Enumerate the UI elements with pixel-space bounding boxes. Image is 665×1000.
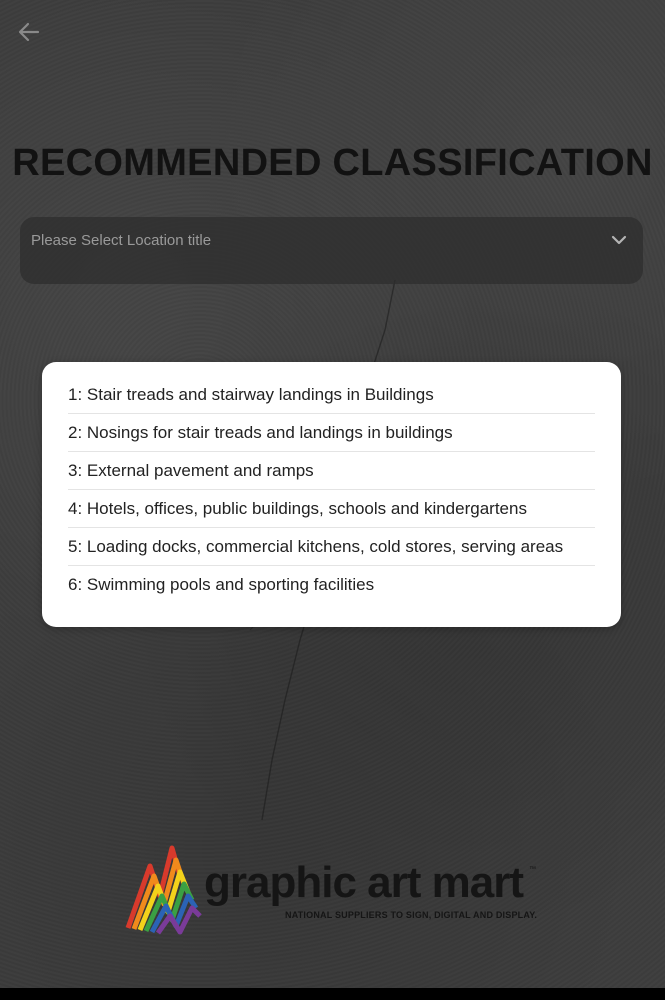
bottom-bar xyxy=(0,988,665,1000)
arrow-left-icon xyxy=(18,22,40,42)
option-item-2[interactable]: 2: Nosings for stair treads and landings in buildings xyxy=(68,414,595,452)
back-button[interactable] xyxy=(14,18,44,46)
option-item-1[interactable]: 1: Stair treads and stairway landings in Buildings xyxy=(68,376,595,414)
option-item-4[interactable]: 4: Hotels, offices, public buildings, schools and kindergartens xyxy=(68,490,595,528)
brand-tagline: NATIONAL SUPPLIERS TO SIGN, DIGITAL AND DISPLAY. xyxy=(285,910,538,920)
classification-options-dialog xyxy=(42,362,621,627)
chevron-down-icon xyxy=(611,233,627,247)
option-item-5[interactable]: 5: Loading docks, commercial kitchens, cold stores, serving areas xyxy=(68,528,595,566)
brand-name: graphic art mart xyxy=(204,858,523,907)
trademark-symbol: ™ xyxy=(529,866,536,873)
option-item-6[interactable]: 6: Swimming pools and sporting facilities xyxy=(68,575,375,594)
rainbow-stripes-icon xyxy=(120,836,210,936)
location-select[interactable] xyxy=(20,217,643,284)
location-select-placeholder: Please Select Location title xyxy=(31,232,212,249)
graphic-art-mart-logo xyxy=(120,836,550,936)
page-title: RECOMMENDED CLASSIFICATION xyxy=(12,142,653,184)
option-item-3[interactable]: 3: External pavement and ramps xyxy=(68,452,595,490)
